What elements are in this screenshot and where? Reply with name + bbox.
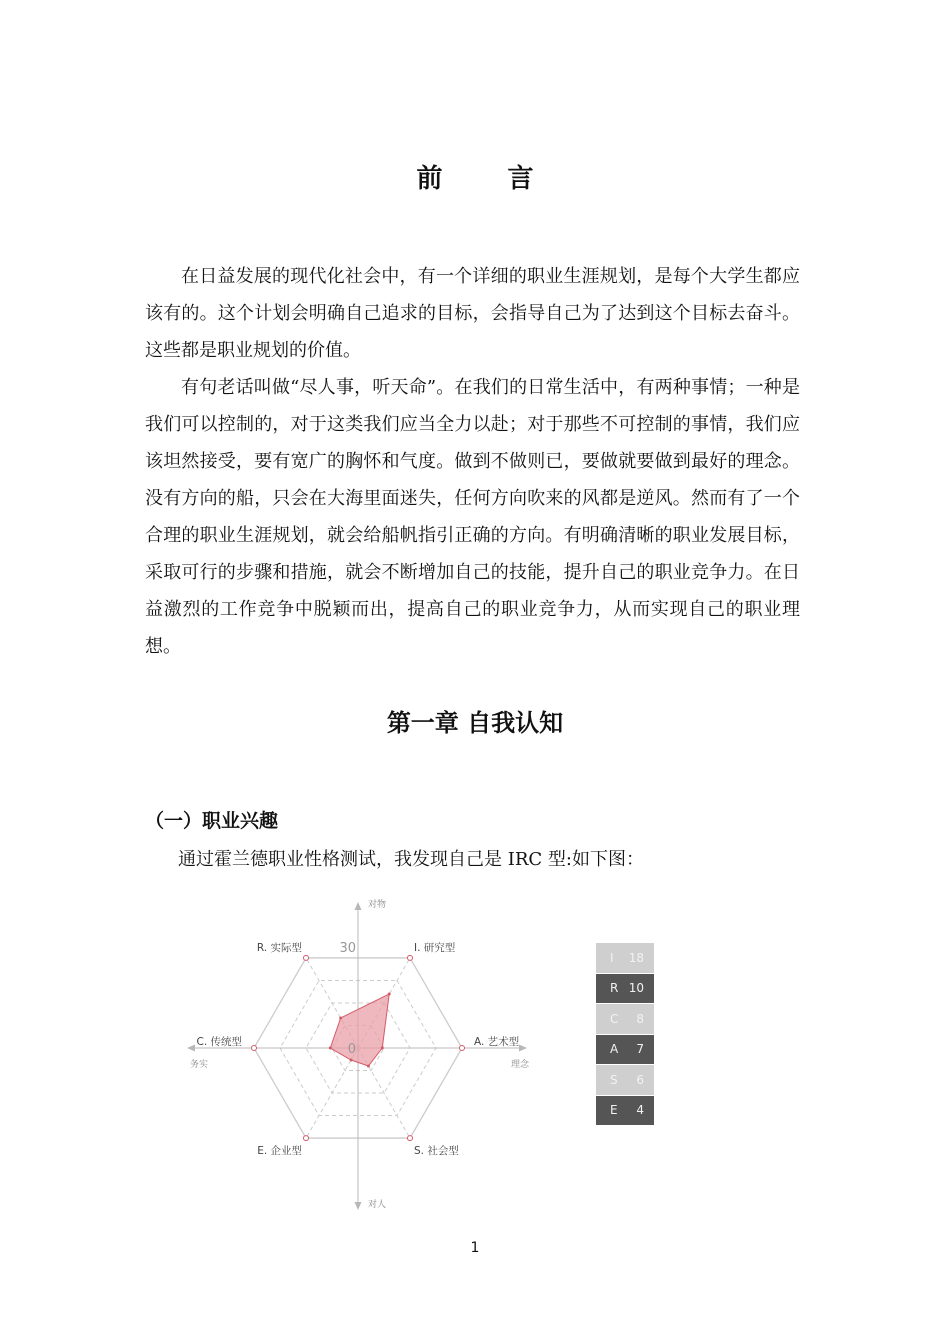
radar-axis-label-i: I. 研究型 (414, 941, 456, 954)
score-row-c (596, 1004, 654, 1035)
score-value: 18 (628, 950, 644, 965)
radar-vertex-marker (304, 1136, 309, 1141)
radar-data-area (330, 994, 389, 1066)
chapter-title: 第一章 自我认知 (386, 709, 564, 737)
radar-vertex-marker (408, 1136, 413, 1141)
radar-data-point-i (388, 992, 391, 995)
score-code: C (610, 1011, 619, 1026)
score-row-a (596, 1035, 654, 1066)
score-code: R (610, 981, 619, 996)
holland-radar-chart (170, 893, 550, 1223)
radar-vertex-marker (408, 955, 413, 960)
preface-paragraph-1: 在日益发展的现代化社会中，有一个详细的职业生涯规划，是每个大学生都应该有的。这个计划会明确自己追求的目标，会指导自己为了达到这个目标去奋斗。这些都是职业规划的价值。 (145, 266, 800, 361)
score-code: I (610, 950, 614, 965)
score-value: 6 (636, 1072, 644, 1087)
horizontal-axis-arrow-left (187, 1045, 195, 1052)
holland-score-table (596, 943, 654, 1126)
score-code: E (610, 1103, 618, 1118)
horizontal-axis-arrow-right (519, 1045, 527, 1052)
preface-paragraph-2: 有句老话叫做“尽人事，听天命”。在我们的日常生活中，有两种事情；一种是我们可以控制的，对于这类我们应当全力以赴；对于那些不可控制的事情，我们应该坦然接受，要有宽广的胸怀和气度。做到不做则已，要做就要做到最好的理念。没有方向的船，只会在大海里面迷失，任何方向吹来的风都是逆风。然而有了一个合理的职业生涯规划，就会给船帆指引正确的方向。有明确清晰的职业发展目标，采取可行的步骤和措施，就会不断增加自己的技能，提升自己的职业竞争力。在日益激烈的工作竞争中脱颖而出，提高自己的职业竞争力，从而实现自己的职业理想。 (145, 377, 800, 657)
score-code: S (610, 1072, 618, 1087)
radar-data-point-s (367, 1065, 370, 1068)
vertical-axis-arrow-top (355, 902, 362, 910)
radar-vertex-marker (252, 1046, 257, 1051)
score-value: 4 (636, 1103, 644, 1118)
score-row-e (596, 1096, 654, 1127)
direction-label-bottom: 对人 (368, 1200, 387, 1210)
score-code: A (610, 1042, 619, 1057)
radar-axis-label-a: A. 艺术型 (474, 1036, 520, 1048)
radar-vertex-marker (304, 955, 309, 960)
radar-data-point-r (339, 1016, 342, 1019)
radar-min-tick: 0 (347, 1042, 356, 1057)
direction-label-left: 务实 (190, 1060, 209, 1070)
page-number: 1 (470, 1240, 480, 1256)
radar-axis-label-c: C. 传统型 (196, 1036, 242, 1048)
radar-data-point-a (381, 1047, 384, 1050)
radar-axis-label-e: E. 企业型 (257, 1145, 302, 1158)
radar-data-point-e (350, 1059, 353, 1062)
radar-data-point-c (329, 1047, 332, 1050)
score-value: 8 (636, 1011, 644, 1026)
radar-axis-label-s: S. 社会型 (414, 1145, 459, 1158)
vertical-axis-arrow-bottom (355, 1202, 362, 1210)
radar-vertex-marker (460, 1046, 465, 1051)
holland-intro-text: 通过霍兰德职业性格测试，我发现自己是 IRC 型:如下图： (178, 849, 644, 870)
score-row-i (596, 943, 654, 974)
preface-title: 前 言 (416, 164, 562, 194)
radar-axis-label-r: R. 实际型 (256, 941, 302, 954)
score-value: 10 (628, 981, 644, 996)
direction-label-right: 理念 (511, 1060, 530, 1070)
section-heading: （一）职业兴趣 (145, 810, 279, 832)
score-value: 7 (636, 1042, 644, 1057)
direction-label-top: 对物 (368, 900, 387, 910)
radar-max-tick: 30 (339, 941, 356, 956)
score-row-s (596, 1065, 654, 1096)
score-row-r (596, 974, 654, 1005)
